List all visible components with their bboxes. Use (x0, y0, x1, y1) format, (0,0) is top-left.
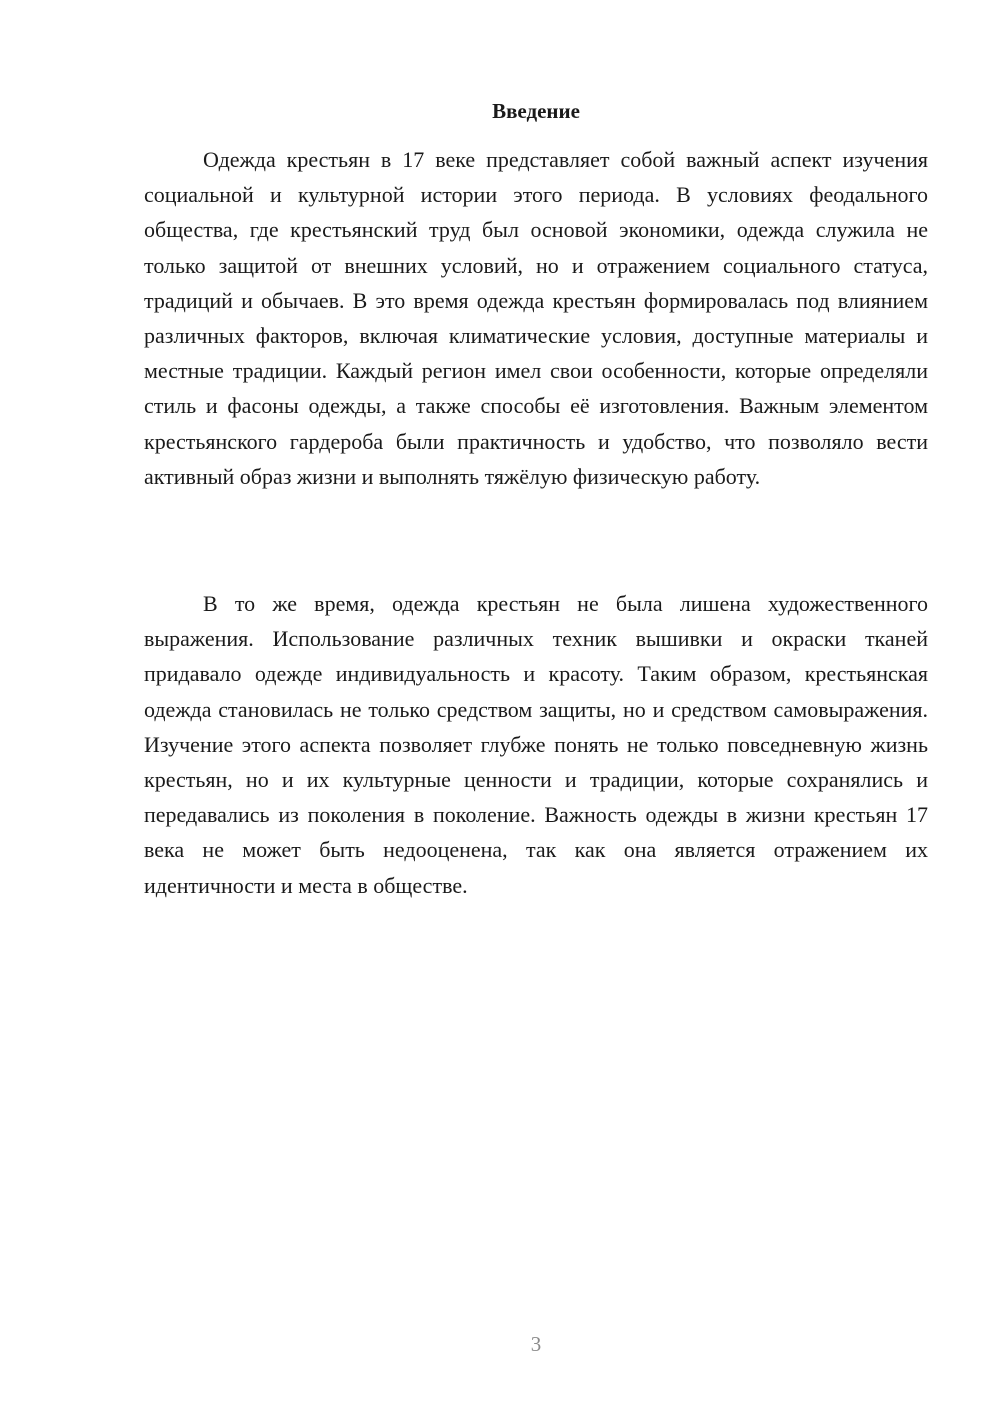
paragraph-2: В то же время, одежда крестьян не была лишена художественного выражения. Использование различных техник вышивки и окраски тканей придавало одежде индивидуальность и красоту. Таким образом, крестьянская одежда становилась не только средством защиты, но и средством самовыражения. Изучение этого аспекта позволяет глубже понять не только повседневную жизнь крестьян, но и их культурные ценности и традиции, которые сохранялись и передавались из поколения в поколение. Важность одежды в жизни крестьян 17 века не может быть недооценена, так как она является отражением их идентичности и места в обществе. (144, 591, 928, 898)
paragraph-1: Одежда крестьян в 17 веке представляет собой важный аспект изучения социальной и культурной истории этого периода. В условиях феодального общества, где крестьянский труд был основой экономики, одежда служила не только защитой от внешних условий, но и отражением социального статуса, традиций и обычаев. В это время одежда крестьян формировалась под влиянием различных факторов, включая климатические условия, доступные материалы и местные традиции. Каждый регион имел свои особенности, которые определяли стиль и фасоны одежды, а также способы её изготовления. Важным элементом крестьянского гардероба были практичность и удобство, что позволяло вести активный образ жизни и выполнять тяжёлую физическую работу. (144, 147, 928, 489)
page-number: 3 (530, 1332, 542, 1356)
page-title: Введение (492, 99, 580, 123)
